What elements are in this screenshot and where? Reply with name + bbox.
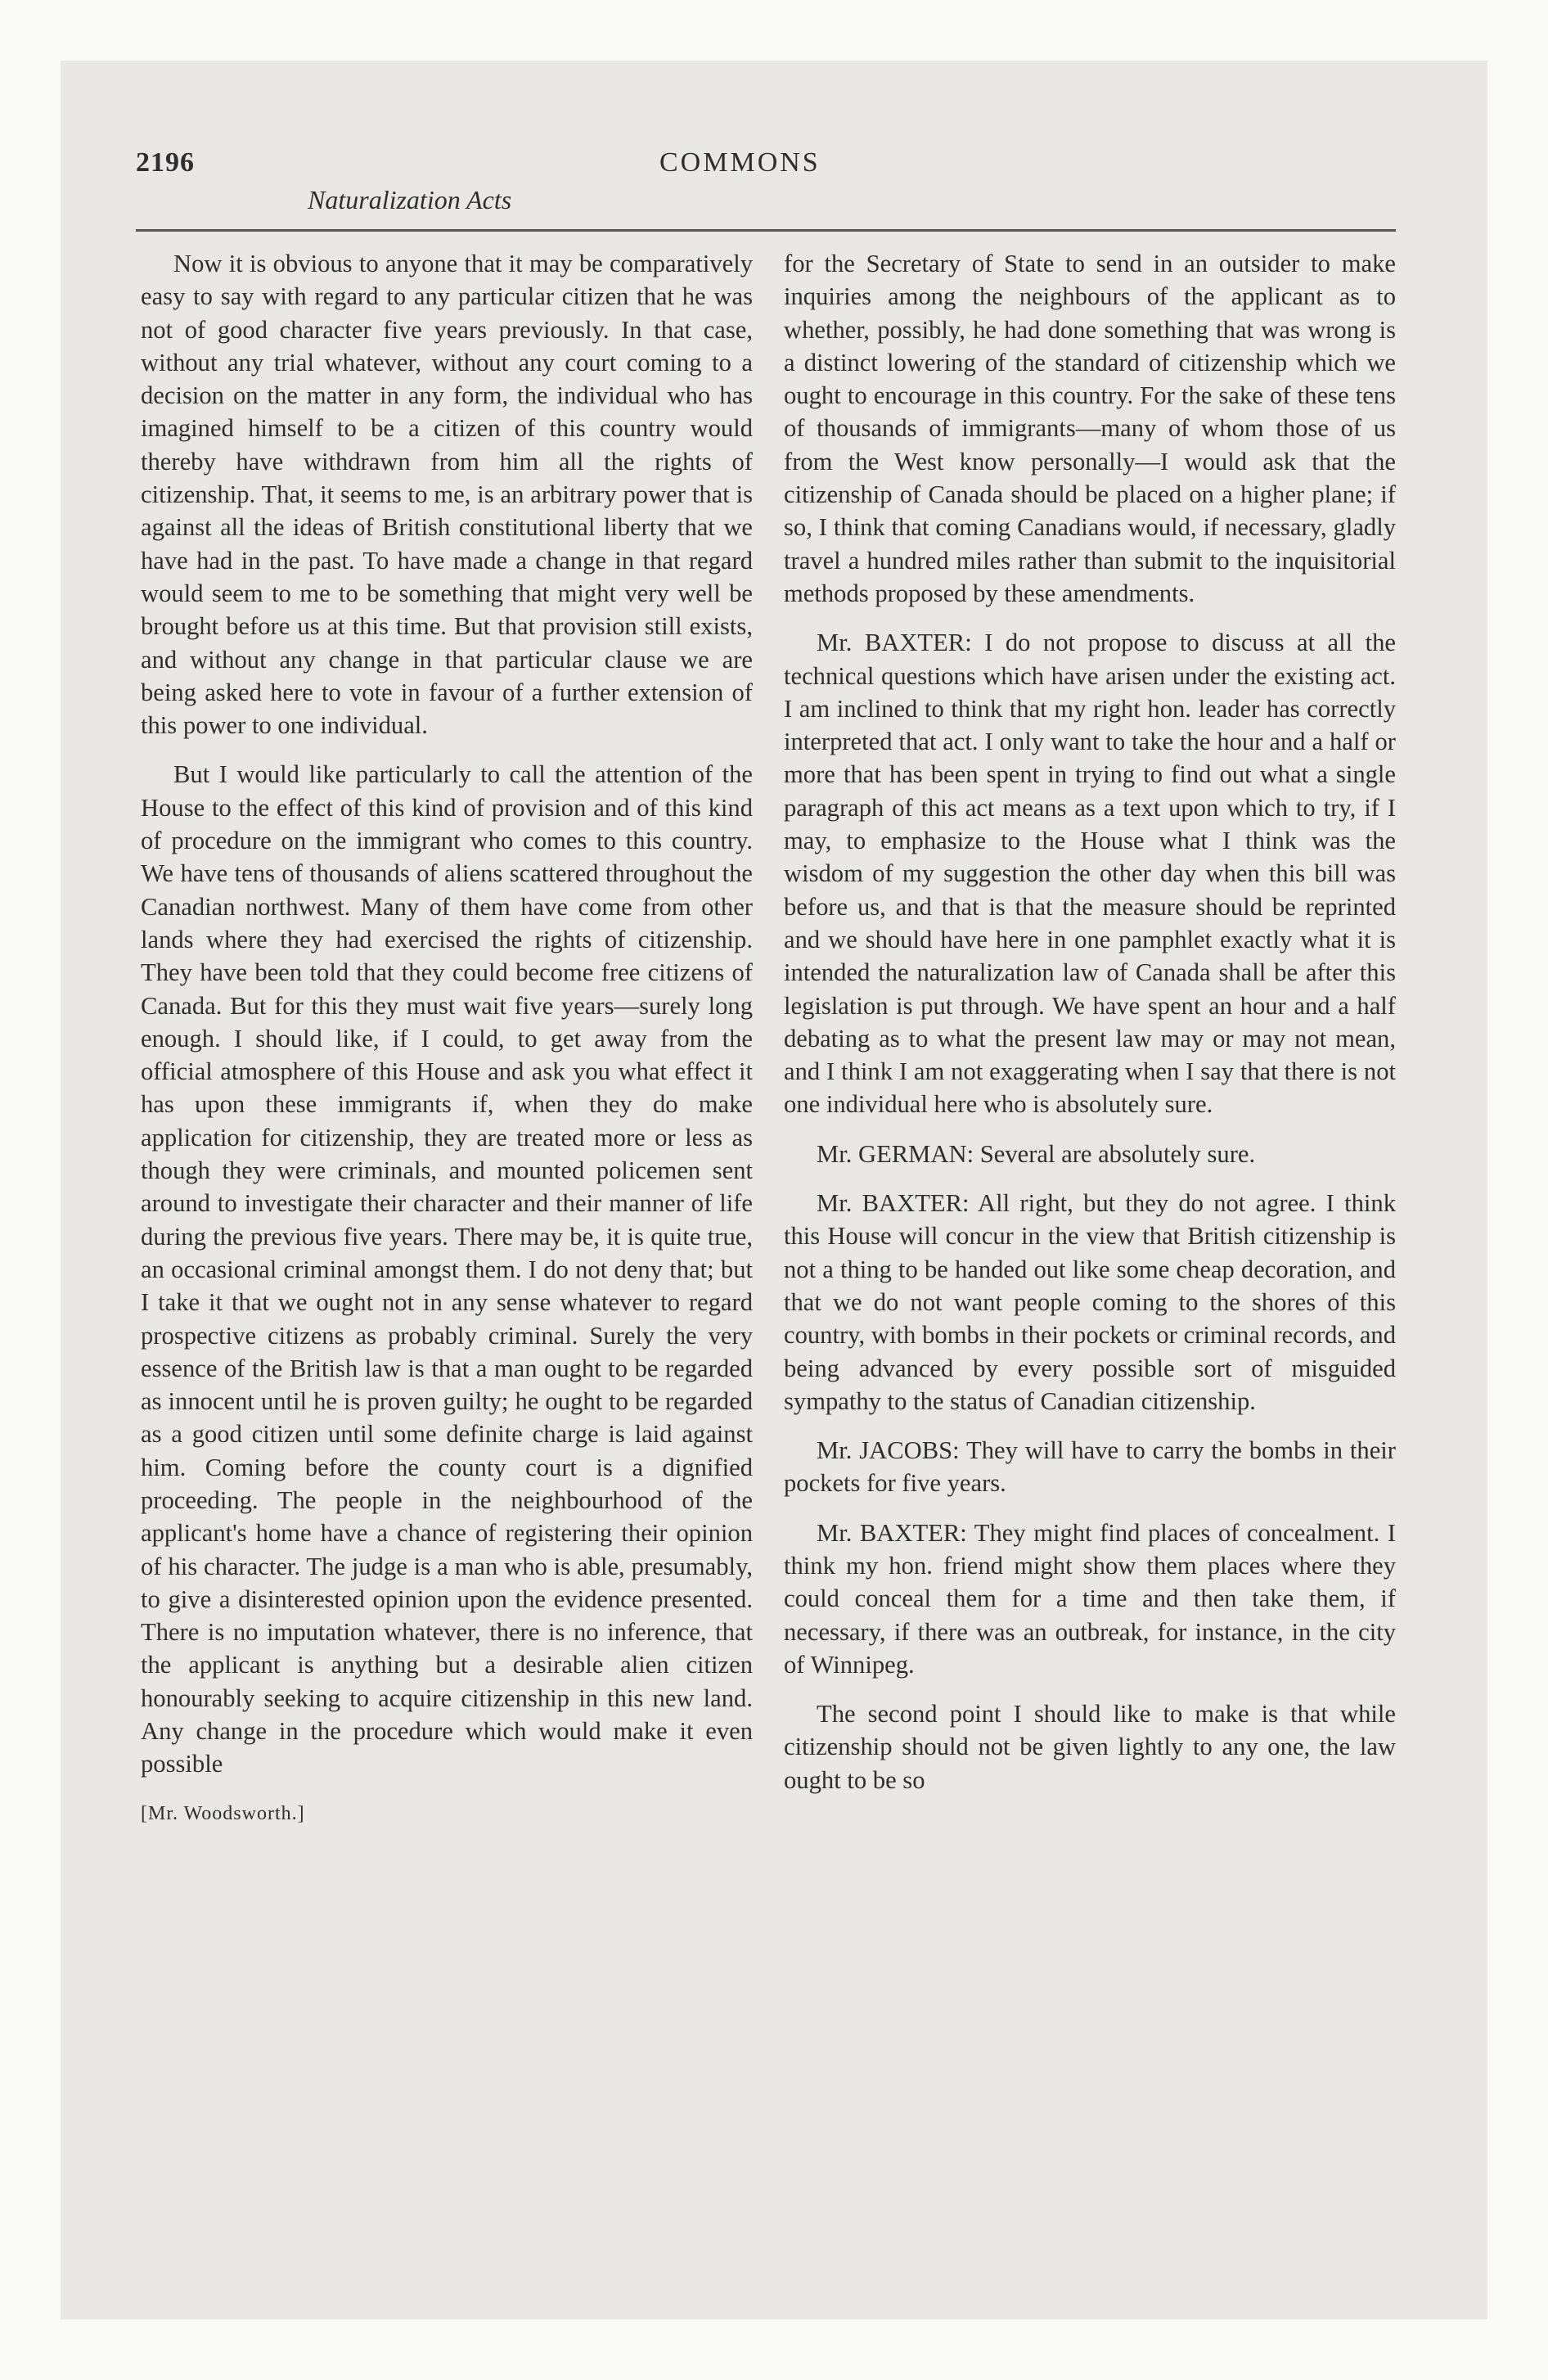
paragraph: Now it is obvious to anyone that it may be comparatively easy to say with regard to any particular citizen that he was not of good character five years previously. In that case, without any trial whatever, without any court coming to a decision on the matter in any form, the individual who has imagined himself to be a citizen of this country would thereby have withdrawn from him all the rights of citizenship. That, it seems to me, is an arbitrary power that is against all the ideas of British constitutional liberty that we have had in the past. To have made a change in that regard would seem to me to be something that might very well be brought before us at this time. But that provision still exists, and without any change in that particular clause we are being asked here to vote in favour of a further extension of this power to one individual. (141, 250, 753, 740)
paragraph: Mr. BAXTER: I do not propose to discuss at all the technical questions which have arisen under the existing act. I am inclined to think that my right hon. leader has correctly interpreted that act. I only want to take the hour and a half or more that has been spent in trying to find out what a single paragraph of this act means as a text upon which to try, if I may, to emphasize to the House what I think was the wisdom of my suggestion the other day when this bill was before us, and that is that the measure should be reprinted and we should have here in one pamphlet exactly what it is intended the naturalization law of Canada shall be after this legislation is put through. We have spent an hour and a half debating as to what the present law may or may not mean, and I think I am not exaggerating when I say that there is not one individual here who is absolutely sure. (784, 629, 1396, 1119)
paragraph: The second point I should like to make is that while citizenship should not be given lightly to any one, the law ought to be so (784, 1700, 1396, 1794)
paragraph: Mr. BAXTER: They might find places of concealment. I think my hon. friend might show them places where they could conceal them for a time and then take them, if necessary, if there was an outbreak, for instance, in the city of Winnipeg. (784, 1518, 1396, 1679)
page-number: 2196 (136, 147, 195, 178)
page-header (136, 147, 1396, 237)
running-title: Naturalization Acts (308, 185, 512, 214)
paragraph: Mr. JACOBS: They will have to carry the bombs in their pockets for five years. (784, 1436, 1396, 1498)
section-title: COMMONS (659, 147, 821, 178)
paragraph: Mr. BAXTER: All right, but they do not agree. I think this House will concur in the view that British citizenship is not a thing to be handed out like some cheap decoration, and that we do not want people coming to the shores of this country, with bombs in their pockets or criminal records, and being advanced by every possible sort of misguided sympathy to the status of Canadian citizenship. (784, 1189, 1396, 1415)
paragraph: Mr. GERMAN: Several are absolutely sure. (817, 1139, 1256, 1168)
paragraph: for the Secretary of State to send in an outsider to make inquiries among the neighbours of the applicant as to whether, possibly, he had done something that was wrong is a distinct lowering of the standard of citizenship which we ought to encourage in this country. For the sake of these tens of thousands of immigrants—many of whom those of us from the West know personally—I would ask that the citizenship of Canada should be placed on a higher plane; if so, I think that coming Canadians would, if necessary, gladly travel a hundred miles rather than submit to the inquisitorial methods proposed by these amendments. (784, 250, 1396, 607)
right-column (784, 247, 1396, 1813)
left-column (141, 247, 753, 1830)
speaker-footer: [Mr. Woodsworth.] (141, 1802, 305, 1824)
paragraph: But I would like particularly to call the attention of the House to the effect of this kind of provision and of this kind of procedure on the immigrant who comes to this country. We have tens of thousands of aliens scattered throughout the Canadian northwest. Many of them have come from other lands where they had exercised the rights of citizenship. They have been told that they could become free citizens of Canada. But for this they must wait five years—surely long enough. I should like, if I could, to get away from the official atmosphere of this House and ask you what effect it has upon these immigrants if, when they do make application for citizenship, they are treated more or less as though they were criminals, and mounted policemen sent around to investigate their character and their manner of life during the previous five years. There may be, it is quite true, an occasional criminal amongst them. I do not deny that; but I take it that we ought not in any sense whatever to regard prospective citizens as probably criminal. Surely the very essence of the British law is that a man ought to be regarded as innocent until he is proven guilty; he ought to be regarded as a good citizen until some definite charge is laid against him. Coming before the county court is a dignified proceeding. The people in the neighbourhood of the applicant's home have a chance of registering their opinion of his character. The judge is a man who is able, presumably, to give a disinterested opinion upon the evidence presented. There is no imputation whatever, there is no inference, that the applicant is anything but a desirable alien citizen honourably seeking to acquire citizenship in this new land. Any change in the procedure which would make it even possible (141, 760, 753, 1778)
header-rule (136, 229, 1396, 232)
